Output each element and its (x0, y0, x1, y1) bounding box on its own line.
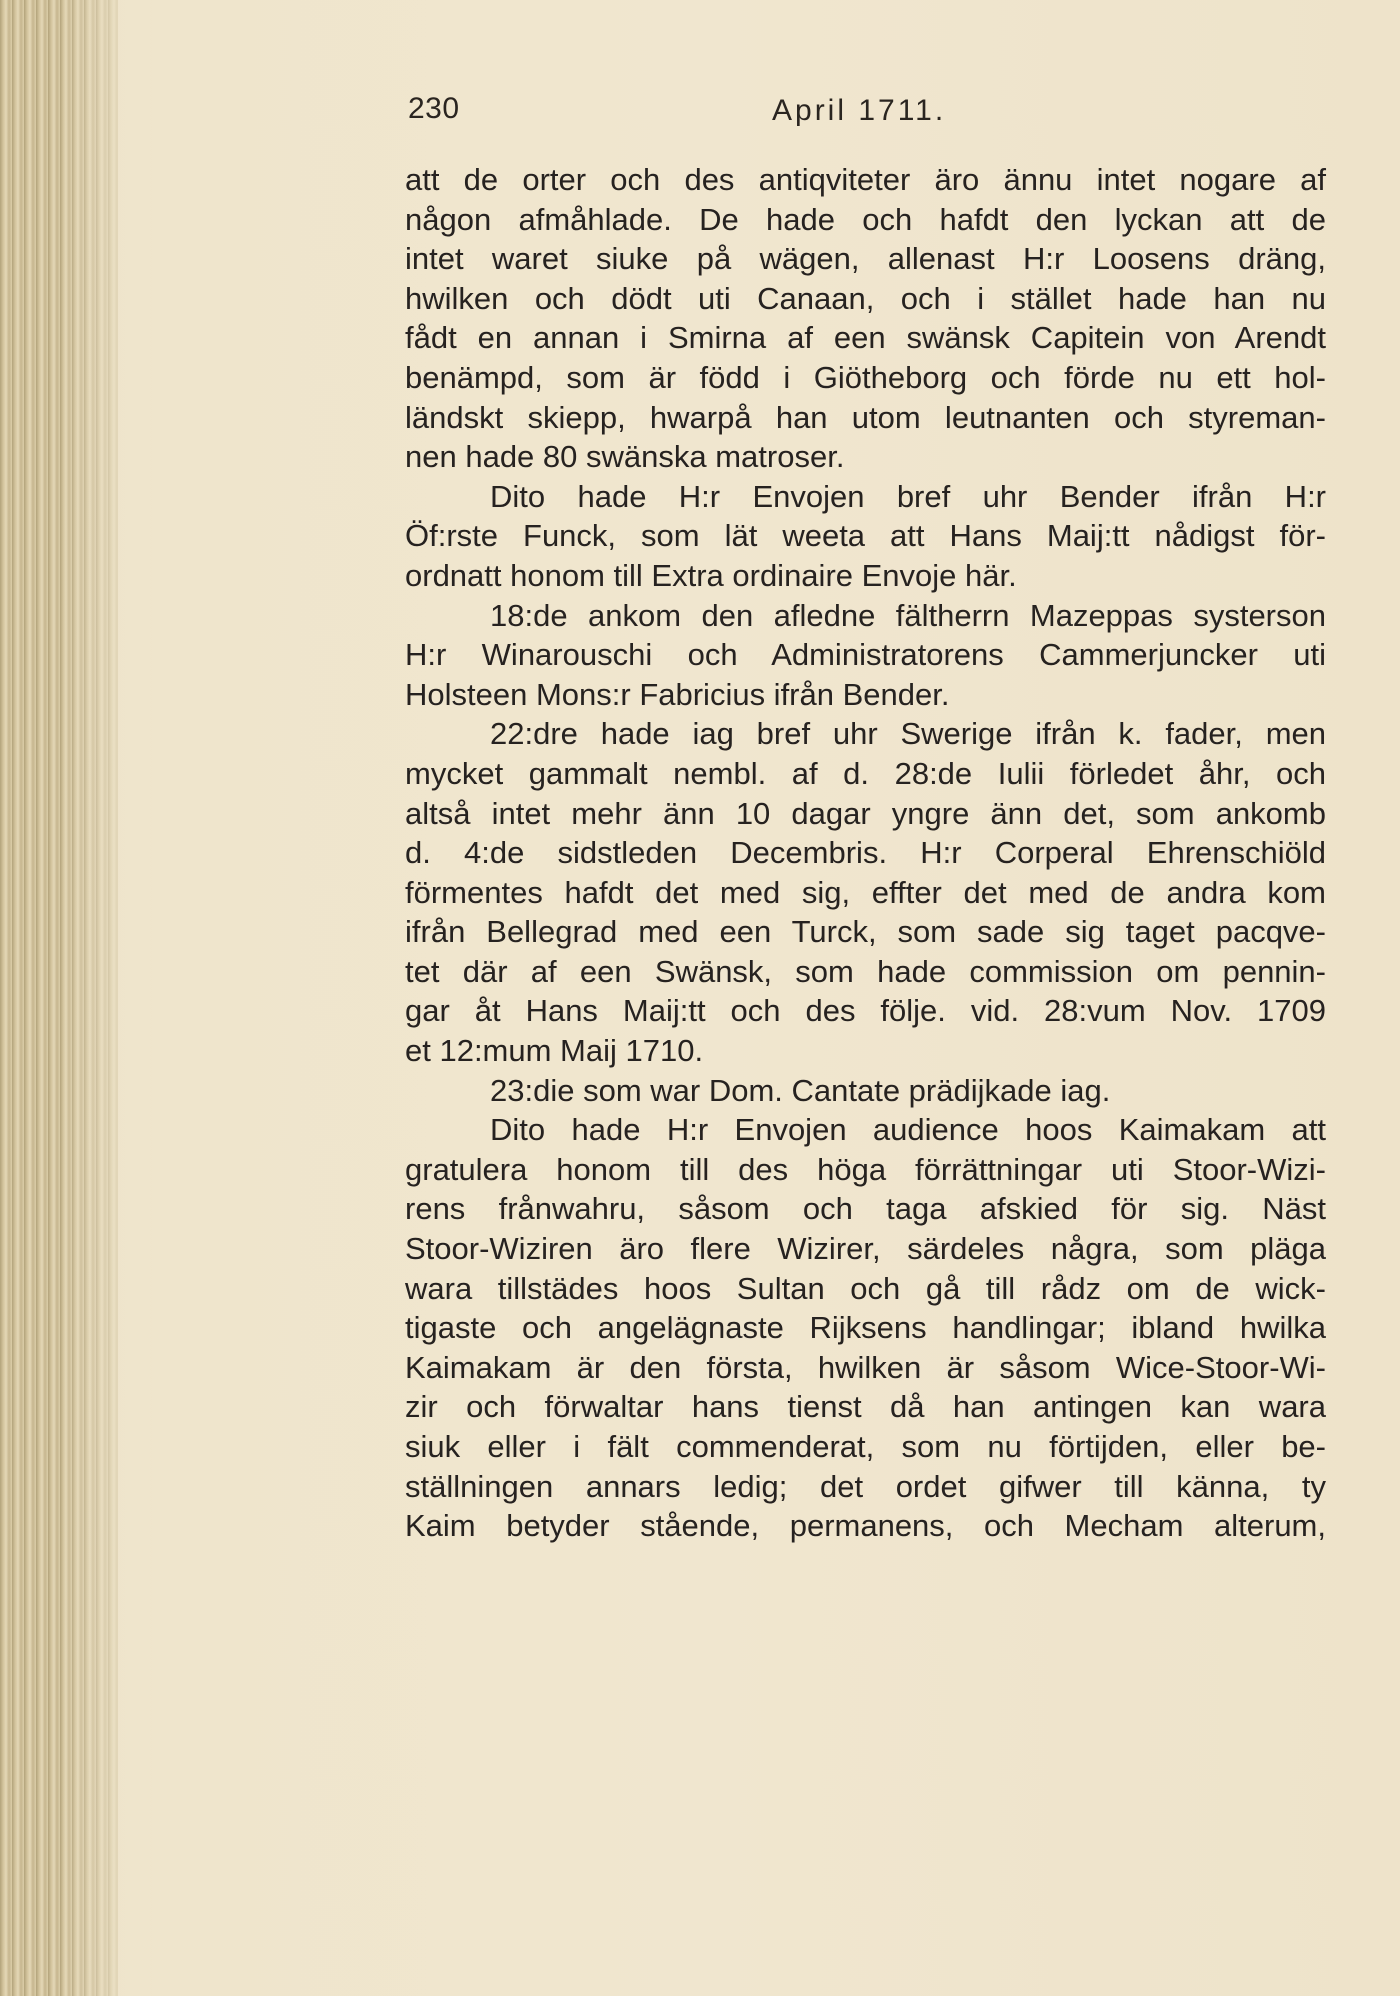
running-head: April 1711. (772, 94, 947, 127)
text-line: förmentes hafdt det med sig, effter det med de andra kom (405, 874, 1326, 910)
text-line: d. 4:de sidstleden Decembris. H:r Corperal Ehrenschiöld (405, 835, 1326, 871)
text-line: någon afmåhlade. De hade och hafdt den lyckan att de (405, 201, 1326, 237)
text-line: altså intet mehr änn 10 dagar yngre änn det, som ankomb (405, 795, 1326, 831)
text-line: Kaim betyder stående, permanens, och Mecham alterum, (405, 1508, 1326, 1544)
page-number: 230 (408, 92, 460, 125)
text-line: tet där af een Swänsk, som hade commission om pennin- (405, 953, 1326, 989)
text-line: ifrån Bellegrad med een Turck, som sade sig taget pacqve- (405, 914, 1326, 950)
text-line: mycket gammalt nembl. af d. 28:de Iulii förledet åhr, och (405, 755, 1326, 791)
body-text (405, 160, 1326, 1546)
text-line: zir och förwaltar hans tienst då han antingen kan wara (405, 1389, 1326, 1425)
text-line: rens frånwahru, såsom och taga afskied för sig. Näst (405, 1191, 1326, 1227)
text-line: att de orter och des antiqviteter äro ännu intet nogare af (405, 162, 1326, 197)
text-line: wara tillstädes hoos Sultan och gå till rådz om de wick- (405, 1270, 1326, 1306)
text-line: Kaimakam är den första, hwilken är såsom Wice-Stoor-Wi- (405, 1349, 1326, 1385)
text-line: Stoor-Wiziren äro flere Wizirer, särdeles några, som pläga (405, 1231, 1326, 1267)
text-line: Öf:rste Funck, som lät weeta att Hans Maij:tt nådigst för- (405, 518, 1326, 554)
text-line: Dito hade H:r Envojen bref uhr Bender ifrån H:r (490, 478, 1326, 514)
text-line: tigaste och angelägnaste Rijksens handlingar; ibland hwilka (405, 1310, 1326, 1346)
text-line: hwilken och dödt uti Canaan, och i stället hade han nu (405, 280, 1326, 316)
text-line: ordnatt honom till Extra ordinaire Envoje här. (405, 557, 1017, 593)
text-line: ställningen annars ledig; det ordet gifwer till känna, ty (405, 1468, 1326, 1504)
text-line: H:r Winarouschi och Administratorens Cammerjuncker uti (405, 637, 1326, 673)
text-line: nen hade 80 swänska matroser. (405, 439, 845, 475)
page-header (408, 92, 1388, 132)
text-line: Dito hade H:r Envojen audience hoos Kaimakam att (490, 1112, 1326, 1148)
text-line: fådt en annan i Smirna af een swänsk Capitein von Arendt (405, 320, 1326, 356)
text-line: gratulera honom till des höga förrättningar uti Stoor-Wizi- (405, 1151, 1326, 1187)
text-line: benämpd, som är född i Giötheborg och förde nu ett hol- (405, 359, 1326, 395)
gutter-shadow (60, 0, 150, 1996)
text-line: Holsteen Mons:r Fabricius ifrån Bender. (405, 676, 950, 712)
text-line: siuk eller i fält commenderat, som nu förtijden, eller be- (405, 1429, 1326, 1464)
text-line: gar åt Hans Maij:tt och des följe. vid. 28:vum Nov. 1709 (405, 993, 1326, 1029)
text-line: ländskt skiepp, hwarpå han utom leutnanten och styreman- (405, 399, 1326, 435)
text-line: intet waret siuke på wägen, allenast H:r Loosens dräng, (405, 241, 1326, 277)
text-line: et 12:mum Maij 1710. (405, 1033, 704, 1069)
text-line: 23:die som war Dom. Cantate prädijkade iag. (490, 1072, 1111, 1108)
text-line: 22:dre hade iag bref uhr Swerige ifrån k. fader, men (490, 716, 1326, 752)
text-line: 18:de ankom den afledne fältherrn Mazeppas systerson (490, 597, 1326, 633)
